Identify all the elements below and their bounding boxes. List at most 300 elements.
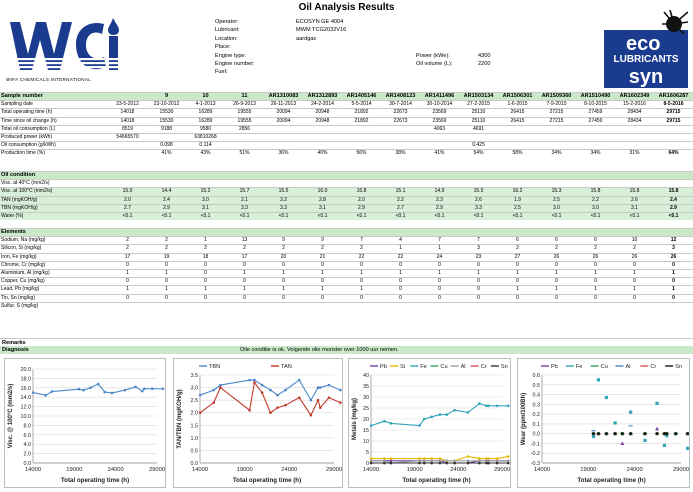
data-point [32,391,35,394]
row-label: Sulfur, S (mg/kg) [0,302,108,310]
sample-number: AR1602349 [615,93,654,101]
sample-number [654,172,693,180]
table-cell: 0 [108,278,147,286]
table-cell: 20094 [264,109,303,117]
table-cell: 15.5 [264,188,303,196]
data-point [390,457,393,460]
table-cell: 2.0 [342,196,381,204]
table-cell: 26415 [498,109,537,117]
table-cell: 0 [615,261,654,269]
table-cell: 30-7-2014 [381,101,420,109]
table-cell: 0 [498,261,537,269]
table-cell: 0 [186,278,225,286]
data-point [298,396,301,399]
info-label: Location: [215,35,238,42]
table-cell: 0 [225,261,264,269]
data-point [276,406,279,409]
table-cell: 0 [420,261,459,269]
legend-label: TBN [209,364,221,370]
table-cell: <0.1 [459,213,498,221]
x-tick-label: 19000 [580,467,597,473]
data-point [445,462,448,465]
table-cell: 21892 [342,117,381,125]
data-point [97,383,100,386]
table-cell [264,302,303,310]
table-row [0,253,693,261]
sample-number [108,93,147,101]
legend-label: Sn [500,364,508,370]
table-cell: 2.9 [147,204,186,212]
data-point [248,379,251,382]
table-cell: 8-10-2015 [576,101,615,109]
table-row [0,180,693,188]
data-point [370,462,373,465]
table-cell [498,125,537,133]
table-row [0,278,693,286]
table-cell [537,125,576,133]
table-cell: 27459 [576,117,615,125]
data-point [487,462,490,465]
table-cell: 0 [147,261,186,269]
table-row [0,142,693,150]
y-tick-label: 15 [363,428,369,434]
x-tick-label: 14000 [24,467,42,473]
y-tick-label: 20.0 [20,367,31,373]
table-cell: 1 [459,270,498,278]
y-axis-label: Wear (ppm/100Bh) [521,392,527,446]
y-tick-label: 3.5 [190,373,198,379]
table-cell: 25110 [459,109,498,117]
y-tick-label: 0 [366,461,369,467]
data-point [253,379,256,382]
table-row [0,134,693,142]
info-labels [215,18,255,77]
table-cell: 2 [108,245,147,253]
table-cell: 2.9 [420,204,459,212]
table-cell [615,125,654,133]
table-cell: 15530 [147,117,186,125]
row-label: Iron, Fe (mg/kg) [0,253,108,261]
table-cell: 0 [381,286,420,294]
data-point [453,462,456,465]
table-cell: 12 [654,237,693,245]
table-cell: 22673 [381,117,420,125]
table-cell: 2856 [225,125,264,133]
data-point [655,427,659,431]
logo-line-syn: syn [628,66,664,88]
table-cell: 1 [537,270,576,278]
data-point [496,405,499,408]
data-point [686,432,689,435]
row-label: Silicon, Si (mg/kg) [0,245,108,253]
y-tick-label: 0.6 [532,373,540,379]
table-cell [459,180,498,188]
data-point [212,389,215,392]
table-cell: 26 [576,253,615,261]
table-cell: 1 [303,286,342,294]
info-label: Power (kWe): [416,53,450,59]
row-label: Visc. at 40°C (mm2/s) [0,180,108,188]
table-cell: 15.7 [225,188,264,196]
table-cell [225,142,264,150]
row-label: Production time (%) [0,150,108,158]
y-tick-label: 12.0 [20,404,31,411]
page-title: Oil Analysis Results [298,2,395,13]
table-row [0,270,693,278]
table-cell: 7-9-2015 [537,101,576,109]
y-tick-label: 0.5 [532,382,540,389]
data-point [162,387,165,390]
table-cell [147,302,186,310]
data-point [298,379,301,382]
y-tick-label: 35 [363,384,369,390]
table-cell [615,134,654,142]
table-cell: 19555 [225,117,264,125]
table-cell: 26-11-2013 [264,101,303,109]
row-label: Produced power (kWh) [0,134,108,142]
data-point [597,432,600,435]
data-point [284,404,287,407]
table-cell: 19555 [225,109,264,117]
table-cell [264,125,303,133]
data-point [103,391,106,394]
sample-table [0,92,693,158]
data-point [418,462,421,465]
sample-number [459,172,498,180]
data-point [212,401,215,404]
info-value: MWM TCG2032V16 [296,27,347,34]
table-cell: 0 [537,261,576,269]
table-cell: 0 [225,294,264,302]
table-cell [576,302,615,310]
table-cell [225,180,264,188]
table-cell [264,134,303,142]
sample-number: 11 [225,93,264,101]
table-cell: 2.1 [225,196,264,204]
table-cell: <0.1 [342,213,381,221]
data-point [605,396,608,399]
table-cell: 34% [576,150,615,158]
table-cell: 1 [420,245,459,253]
table-cell: <0.1 [654,213,693,221]
y-tick-label: 30 [363,395,369,401]
table-cell: 2.9 [342,204,381,212]
x-tick-label: 14000 [191,467,209,473]
table-cell: 13 [225,237,264,245]
info-value: ECOSYN GE 4004 [296,19,344,25]
table-cell: 34% [537,150,576,158]
table-cell: 14.9 [420,188,459,196]
table-cell: 51% [225,150,264,158]
row-label: Sampling date [0,101,108,109]
table-cell: 0.098 [147,142,186,150]
x-tick-label: 24000 [107,467,124,473]
table-cell: 0 [303,294,342,302]
table-cell: 26 [654,253,693,261]
table-cell: <0.1 [147,213,186,221]
table-cell: 22 [342,253,381,261]
table-cell: <0.1 [615,213,654,221]
table-cell: 15.0 [108,188,147,196]
table-cell: <0.1 [225,213,264,221]
data-point [430,416,433,419]
data-point [219,386,222,389]
table-cell: 2 [147,237,186,245]
table-cell [537,302,576,310]
table-cell: 23569 [420,117,459,125]
y-tick-label: 18.0 [20,376,31,383]
y-tick-label: 14.0 [20,395,31,402]
table-cell: 2.4 [147,196,186,204]
table-row [0,286,693,294]
table-cell: 0 [420,294,459,302]
table-cell: 2.2 [576,196,615,204]
table-cell: 40% [303,150,342,158]
data-point [445,413,448,416]
table-cell: 2 [342,245,381,253]
table-cell: 2.9 [654,204,693,212]
sample-number [303,229,342,237]
table-cell: 1 [108,286,147,294]
table-cell: 0 [576,261,615,269]
y-tick-label: 0.0 [23,461,31,467]
legend-label: Fe [575,364,583,370]
table-cell [342,125,381,133]
table-cell: 9188 [147,125,186,133]
data-point [467,411,470,414]
data-point [592,432,595,435]
sample-number: AR1606287 [654,93,693,101]
data-point [614,432,617,435]
data-point [430,462,433,465]
data-point [629,432,632,435]
table-cell [654,180,693,188]
table-row [0,261,693,269]
table-cell: 16.2 [498,188,537,196]
table-cell: 31% [615,150,654,158]
y-tick-label: 4.0 [23,442,31,449]
data-point [383,420,386,423]
data-point [339,401,342,404]
data-point [507,455,510,458]
sample-number [381,172,420,180]
data-point [111,392,114,395]
sample-header-label: Sample number [0,93,108,101]
table-cell: 2.2 [381,196,420,204]
y-tick-label: 25 [363,406,369,412]
sample-number [420,172,459,180]
table-cell: 56% [342,150,381,158]
table-cell: 0 [186,294,225,302]
table-cell [537,180,576,188]
y-tick-label: -0.3 [530,461,540,467]
table-cell [342,134,381,142]
table-cell: 1 [498,286,537,294]
table-cell: 15.3 [537,188,576,196]
table-cell: 1 [615,270,654,278]
table-cell: 7 [459,237,498,245]
table-cell: 2.7 [381,204,420,212]
table-cell [381,134,420,142]
table-cell: 0 [342,294,381,302]
table-cell: 0 [615,294,654,302]
table-cell: 1 [381,245,420,253]
table-cell: 15.8 [654,188,693,196]
elements-table [0,228,693,310]
table-cell: 3.0 [537,204,576,212]
sample-number [420,229,459,237]
data-point [248,409,251,412]
table-cell: 2 [576,245,615,253]
data-point [439,413,442,416]
table-cell: 58% [498,150,537,158]
data-point [310,414,313,417]
data-point [665,432,668,435]
table-cell: 27215 [537,117,576,125]
table-cell: 1 [303,270,342,278]
table-cell: 24 [420,253,459,261]
sample-number [615,172,654,180]
table-row [0,245,693,253]
data-point [507,462,510,465]
table-cell [420,134,459,142]
table-cell [303,302,342,310]
table-cell: 1 [147,286,186,294]
info-label: Engine type: [215,52,247,59]
table-cell: 24-2-2014 [303,101,342,109]
table-cell: 23-10-2012 [147,101,186,109]
data-point [478,462,481,465]
table-cell: 1 [342,270,381,278]
table-cell: 0 [654,261,693,269]
table-cell: 28434 [615,117,654,125]
row-label: TBN (mgKOH/g) [0,204,108,212]
data-point [478,402,481,405]
table-cell [342,180,381,188]
table-cell: 1 [498,270,537,278]
table-cell: 0 [186,270,225,278]
remarks-label: Remarks [2,340,26,346]
table-cell: 0 [654,294,693,302]
table-row [0,150,693,158]
x-tick-label: 29000 [325,467,342,473]
sample-number [186,229,225,237]
table-cell: 20948 [303,109,342,117]
row-label: Aluminium, Al (mg/kg) [0,270,108,278]
data-point [487,405,490,408]
data-point [339,389,342,392]
table-cell: 4 [381,237,420,245]
sample-number: 9 [147,93,186,101]
x-axis-label: Total operating time (h) [402,477,471,484]
table-cell: 1 [654,270,693,278]
table-cell: 15.2 [186,188,225,196]
sample-number [576,229,615,237]
table-cell: 0 [459,294,498,302]
table-cell: 0 [654,278,693,286]
sample-number [537,229,576,237]
row-label: Oil consumption (g/kWh) [0,142,108,150]
row-label: Chrome, Cr (mg/kg) [0,261,108,269]
legend-label: Cu [440,364,448,370]
y-tick-label: 0.5 [190,448,198,455]
sample-number [537,172,576,180]
table-cell [108,302,147,310]
table-cell [147,180,186,188]
table-cell: 1 [186,286,225,294]
table-cell: 1 [264,270,303,278]
legend-label: Cr [480,364,487,370]
table-cell [108,142,147,150]
wci-logo [6,14,124,76]
elements-header-label: Elements [0,229,108,237]
table-cell [303,180,342,188]
row-label: Sodium, Na (mg/kg) [0,237,108,245]
table-cell: 0.425 [459,142,498,150]
table-cell: 26415 [498,117,537,125]
y-tick-label: 8.0 [23,423,31,430]
y-tick-label: 1.0 [190,435,198,442]
table-cell [381,125,420,133]
table-cell: 16.0 [303,188,342,196]
row-label: Total oil consumption (L) [0,125,108,133]
table-cell [654,125,693,133]
table-cell: 3.0 [576,204,615,212]
table-cell: 3.3 [264,204,303,212]
table-cell: 0 [537,278,576,286]
table-cell: 54665570 [108,134,147,142]
table-cell: 20 [264,253,303,261]
table-cell: 2.5 [498,204,537,212]
table-cell: 0 [303,261,342,269]
sample-number [147,172,186,180]
data-point [507,405,510,408]
table-cell: 2 [264,245,303,253]
sample-number [108,229,147,237]
table-row [0,196,693,204]
table-cell [420,142,459,150]
data-point [199,411,202,414]
data-point [655,402,658,405]
table-cell: 7 [342,237,381,245]
data-point [370,424,373,427]
table-cell: 0 [108,261,147,269]
table-cell: 5-5-2014 [342,101,381,109]
legend-label: Si [400,364,406,370]
table-cell: 22673 [381,109,420,117]
y-tick-label: 1.5 [190,423,198,430]
table-cell: 14018 [108,117,147,125]
table-cell [225,302,264,310]
x-axis-label: Total operating time (h) [60,477,130,484]
data-point [390,462,393,465]
table-cell: 0 [498,278,537,286]
data-point [317,399,320,402]
data-point [89,387,92,390]
table-cell [615,302,654,310]
table-cell: 1 [420,270,459,278]
table-cell: 3 [654,245,693,253]
legend-label: TAN [281,364,292,370]
table-cell [654,142,693,150]
data-point [82,389,85,392]
table-cell: <0.1 [576,213,615,221]
info2-values [478,52,490,69]
data-point [496,462,499,465]
sample-number [264,229,303,237]
legend-label: Al [625,364,631,370]
sample-header [0,93,693,101]
